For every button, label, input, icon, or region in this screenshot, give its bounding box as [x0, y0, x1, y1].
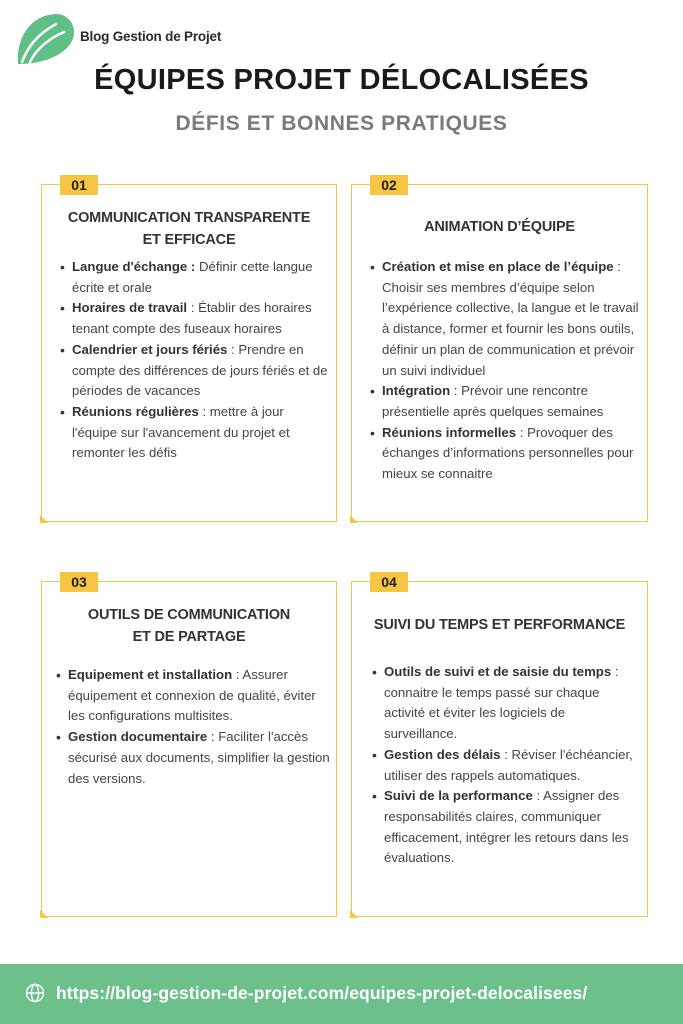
item-label: Gestion documentaire — [68, 729, 208, 745]
leaf-logo-icon — [16, 12, 76, 66]
footer-url-link[interactable]: https://blog-gestion-de-projet.com/equipes-projet-delocalisees/ — [56, 983, 588, 1003]
item-label: Réunions informelles — [382, 424, 517, 440]
list-item — [372, 786, 641, 869]
item-text: : Provoquer des échanges d’informations personnelles pour mieux se connaitre — [382, 424, 634, 482]
list-item — [60, 340, 330, 402]
list-item — [370, 257, 641, 381]
card-title — [358, 216, 641, 238]
item-text: : Prendre en compte des différences de jours fériés et de périodes de vacances — [72, 341, 328, 399]
card-number-badge: 04 — [370, 572, 408, 592]
card-title-line: ANIMATION D’ÉQUIPE — [424, 219, 575, 235]
item-text: : Assurer équipement et connexion de qualité, éviter les configurations multisites. — [68, 667, 316, 724]
card-corner-fold — [40, 910, 48, 918]
brand-name: Blog Gestion de Projet — [80, 29, 222, 44]
list-item — [372, 662, 641, 745]
item-label: Equipement et installation — [68, 667, 233, 682]
page-subtitle: DÉFIS ET BONNES PRATIQUES — [175, 112, 508, 135]
card-list — [372, 662, 641, 869]
card-title — [358, 614, 641, 636]
card-title-line: OUTILS DE COMMUNICATION — [87, 607, 291, 623]
list-item — [370, 381, 641, 422]
item-text: : Réviser l'échéancier, utiliser des rappels automatiques. — [384, 746, 633, 783]
card-corner-fold — [350, 515, 358, 523]
list-item — [372, 745, 641, 786]
item-text: : Établir des horaires tenant compte des fuseaux horaires — [72, 300, 312, 337]
item-text: : Prévoir une rencontre présentielle après quelques semaines — [382, 383, 604, 419]
page-title: ÉQUIPES PROJET DÉLOCALISÉES — [94, 64, 589, 96]
footer-bar — [0, 964, 683, 1024]
list-item — [56, 727, 330, 789]
card-title-line: ET DE PARTAGE — [132, 629, 246, 645]
item-label: Langue d'échange : — [72, 259, 196, 274]
card-title — [48, 604, 330, 648]
item-label: Calendrier et jours fériés — [72, 341, 228, 357]
item-text: : Choisir ses membres d’équipe selon l’expérience collective, la langue et le travail à distance, former et fournir les bons outils, définir un plan de communication et prévoir un suivi individuel — [382, 259, 639, 378]
card-number-badge: 01 — [60, 175, 98, 195]
item-label: Horaires de travail — [72, 300, 188, 316]
item-label: Intégration — [382, 383, 451, 399]
list-item — [60, 257, 330, 298]
card-title — [48, 207, 330, 251]
item-text: : mettre à jour l'équipe sur l'avancement du projet et remonter les défis — [72, 403, 290, 461]
item-text: : connaitre le temps passé sur chaque activité et éviter les logiciels de surveillance. — [384, 664, 619, 742]
card-time-tracking — [351, 574, 648, 917]
card-list — [56, 665, 330, 789]
card-list — [370, 257, 641, 485]
item-text: Définir cette langue écrite et orale — [72, 259, 313, 295]
item-label: Réunions régulières — [72, 403, 199, 419]
card-list — [60, 257, 330, 464]
card-title-line: COMMUNICATION TRANSPARENTE — [67, 210, 311, 226]
globe-icon — [25, 983, 45, 1003]
item-label: Outils de suivi et de saisie du temps — [384, 664, 612, 679]
item-label: Création et mise en place de l’équipe — [382, 259, 614, 274]
card-number-badge: 02 — [370, 175, 408, 195]
card-number-badge: 03 — [60, 572, 98, 592]
list-item — [60, 402, 330, 464]
card-tools — [41, 574, 337, 917]
card-title-line: SUIVI DU TEMPS ET PERFORMANCE — [373, 617, 626, 633]
list-item — [370, 423, 641, 485]
card-corner-fold — [40, 515, 48, 523]
card-corner-fold — [350, 910, 358, 918]
card-animation — [351, 177, 648, 522]
list-item — [60, 298, 330, 339]
item-label: Gestion des délais — [384, 746, 501, 762]
item-text: : Assigner des responsabilités claires, communiquer efficacement, intégrer les retours dans les évaluations. — [384, 788, 629, 866]
list-item — [56, 665, 330, 727]
card-title-line: ET EFFICACE — [142, 232, 236, 248]
item-label: Suivi de la performance — [384, 788, 533, 804]
card-communication — [41, 177, 337, 522]
item-text: : Faciliter l'accès sécurisé aux documents, simplifier la gestion des versions. — [68, 729, 330, 786]
